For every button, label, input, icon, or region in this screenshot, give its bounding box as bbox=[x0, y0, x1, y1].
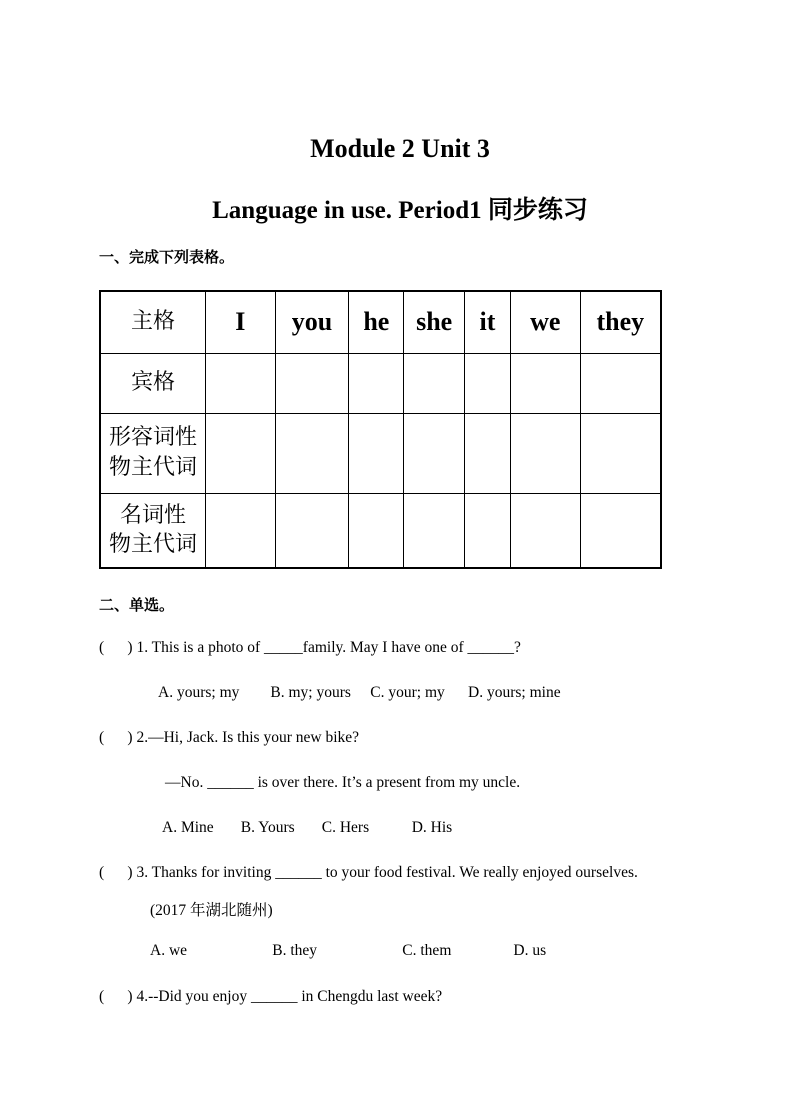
section-heading-table: 一、完成下列表格。 bbox=[99, 248, 235, 266]
page-subtitle: Language in use. Period1 同步练习 bbox=[212, 197, 588, 224]
pronoun-table bbox=[99, 290, 662, 569]
section-heading-multiple-choice: 二、单选。 bbox=[99, 596, 175, 614]
answer-cell[interactable] bbox=[465, 493, 511, 568]
question-3: ( ) 3. Thanks for inviting ______ to your food festival. We really enjoyed ourselves. bbox=[99, 864, 638, 881]
question-2: ( ) 2.—Hi, Jack. Is this your new bike? bbox=[99, 729, 360, 746]
question-4: ( ) 4.--Did you enjoy ______ in Chengdu last week? bbox=[99, 988, 443, 1005]
row-label-noun-possessive: 名词性 物主代词 bbox=[100, 493, 205, 568]
answer-cell[interactable] bbox=[580, 493, 661, 568]
table-row-objective bbox=[100, 353, 661, 413]
row-label-adjective-possessive: 形容词性 物主代词 bbox=[100, 413, 205, 493]
page-title: Module 2 Unit 3 bbox=[310, 134, 490, 163]
table-row-adjective-possessive bbox=[100, 413, 661, 493]
answer-cell[interactable] bbox=[404, 353, 465, 413]
answer-cell[interactable] bbox=[205, 353, 275, 413]
answer-cell[interactable] bbox=[349, 413, 404, 493]
answer-cell[interactable] bbox=[465, 353, 511, 413]
question-1-options: A. yours; my B. my; yours C. your; my D. yours; mine bbox=[158, 684, 561, 701]
answer-cell[interactable] bbox=[275, 493, 349, 568]
answer-cell[interactable] bbox=[205, 493, 275, 568]
question-2-options: A. Mine B. Yours C. Hers D. His bbox=[162, 819, 453, 836]
header-cell-he: he bbox=[349, 291, 404, 353]
answer-cell[interactable] bbox=[205, 413, 275, 493]
row-label-nominative: 主格 bbox=[100, 291, 205, 353]
answer-cell[interactable] bbox=[510, 353, 580, 413]
answer-cell[interactable] bbox=[349, 353, 404, 413]
answer-cell[interactable] bbox=[580, 413, 661, 493]
header-cell-i: I bbox=[205, 291, 275, 353]
table-row-noun-possessive bbox=[100, 493, 661, 568]
table-header-row bbox=[100, 291, 661, 353]
header-cell-she: she bbox=[404, 291, 465, 353]
answer-cell[interactable] bbox=[465, 413, 511, 493]
answer-cell[interactable] bbox=[275, 353, 349, 413]
answer-cell[interactable] bbox=[510, 413, 580, 493]
question-1: ( ) 1. This is a photo of _____family. May I have one of ______? bbox=[99, 639, 521, 656]
question-3-source: (2017 年湖北随州) bbox=[150, 902, 273, 919]
answer-cell[interactable] bbox=[275, 413, 349, 493]
answer-cell[interactable] bbox=[404, 493, 465, 568]
answer-cell[interactable] bbox=[580, 353, 661, 413]
question-2-dialogue: —No. ______ is over there. It’s a present from my uncle. bbox=[165, 774, 521, 791]
question-3-options: A. we B. they C. them D. us bbox=[150, 942, 547, 959]
header-cell-you: you bbox=[275, 291, 349, 353]
header-cell-we: we bbox=[510, 291, 580, 353]
answer-cell[interactable] bbox=[349, 493, 404, 568]
answer-cell[interactable] bbox=[404, 413, 465, 493]
header-cell-it: it bbox=[465, 291, 511, 353]
header-cell-they: they bbox=[580, 291, 661, 353]
row-label-objective: 宾格 bbox=[100, 353, 205, 413]
answer-cell[interactable] bbox=[510, 493, 580, 568]
